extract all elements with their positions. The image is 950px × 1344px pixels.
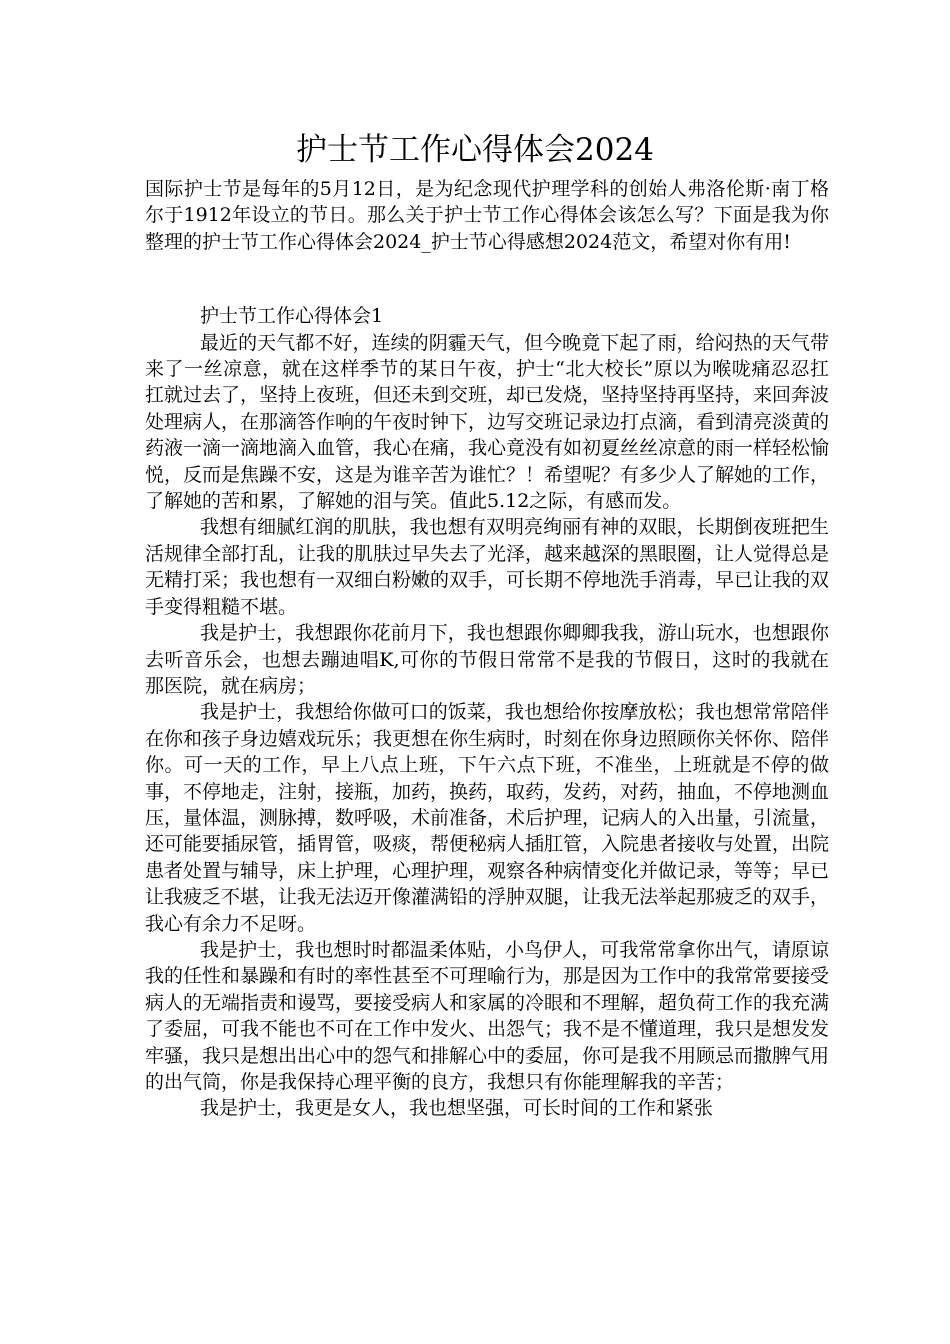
section-heading: 护士节工作心得体会1 (200, 305, 384, 328)
body-paragraph: 我想有细腻红润的肌肤，我也想有双明亮绚丽有神的双眼，长期倒夜班把生活规律全部打乱，让我的肌肤过早失去了光泽，越来越深的黑眼圈，让人觉得总是无精打采；我也想有一双细白粉嫩的双手，可长期不停地洗手消毒，早已让我的双手变得粗糙不堪。 (145, 516, 830, 618)
body-paragraph: 我是护士，我想给你做可口的饭菜，我也想给你按摩放松；我也想常常陪伴在你和孩子身边嬉戏玩乐；我更想在你生病时，时刻在你身边照顾你关怀你、陪伴你。可一天的工作，早上八点上班，下午六点下班，不准坐，上班就是不停的做事，不停地走，注射，接瓶，加药，换药，取药，发药，对药，抽血，不停地测血压，量体温，测脉搏，数呼吸，术前准备，术后护理，记病人的入出量，引流量，还可能要插尿管，插胃管，吸痰，帮便秘病人插肛管，入院患者接收与处置，出院患者处置与辅导，床上护理，心理护理，观察各种病情变化并做记录，等等；早已让我疲乏不堪，让我无法迈开像灌满铅的浮肿双腿，让我无法举起那疲乏的双手，我心有余力不足呀。 (145, 701, 830, 935)
body-paragraph: 我是护士，我也想时时都温柔体贴，小鸟伊人，可我常常拿你出气，请原谅我的任性和暴躁和有时的率性甚至不可理喻行为，那是因为工作中的我常常要接受病人的无端指责和谩骂，要接受病人和家属的冷眼和不理解，超负荷工作的我充满了委屈，可我不能也不可在工作中发火、出怨气；我不是不懂道理，我只是想发发牢骚，我只是想出出心中的怨气和排解心中的委屈，你可是我不用顾忌而撒脾气用的出气筒，你是我保持心理平衡的良方，我想只有你能理解我的辛苦； (145, 938, 830, 1093)
body-paragraph: 最近的天气都不好，连续的阴霾天气，但今晚竟下起了雨，给闷热的天气带来了一丝凉意，就在这样季节的某日午夜，护士“北大校长”原以为喉咙痛忍忍扛扛就过去了，坚持上夜班，但还未到交班，却已发烧，坚持坚持再坚持，来回奔波处理病人，在那滴答作响的午夜时钟下，边写交班记录边打点滴，看到清亮淡黄的药液一滴一滴地滴入血管，我心在痛，我心竟没有如初夏丝丝凉意的雨一样轻松愉悦，反而是焦躁不安，这是为谁辛苦为谁忙？！希望呢？有多少人了解她的工作，了解她的苦和累，了解她的泪与笑。值此5.12之际，有感而发。 (145, 331, 830, 513)
document-title: 护士节工作心得体会2024 (296, 132, 654, 168)
paragraph-spacer (145, 255, 829, 303)
document-body (145, 176, 829, 1122)
body-paragraph: 我是护士，我想跟你花前月下，我也想跟你卿卿我我，游山玩水，也想跟你去听音乐会，也想去蹦迪唱K,可你的节假日常常不是我的节假日，这时的我就在那医院，就在病房； (145, 622, 829, 697)
intro-paragraph: 国际护士节是每年的5月12日，是为纪念现代护理学科的创始人弗洛伦斯·南丁格尔于1912年设立的节日。那么关于护士节工作心得体会该怎么写？下面是我为你整理的护士节工作心得体会2024_护士节心得感想2024范文，希望对你有用! (145, 178, 829, 253)
body-paragraph: 我是护士，我更是女人，我也想坚强，可长时间的工作和紧张 (200, 1097, 714, 1120)
